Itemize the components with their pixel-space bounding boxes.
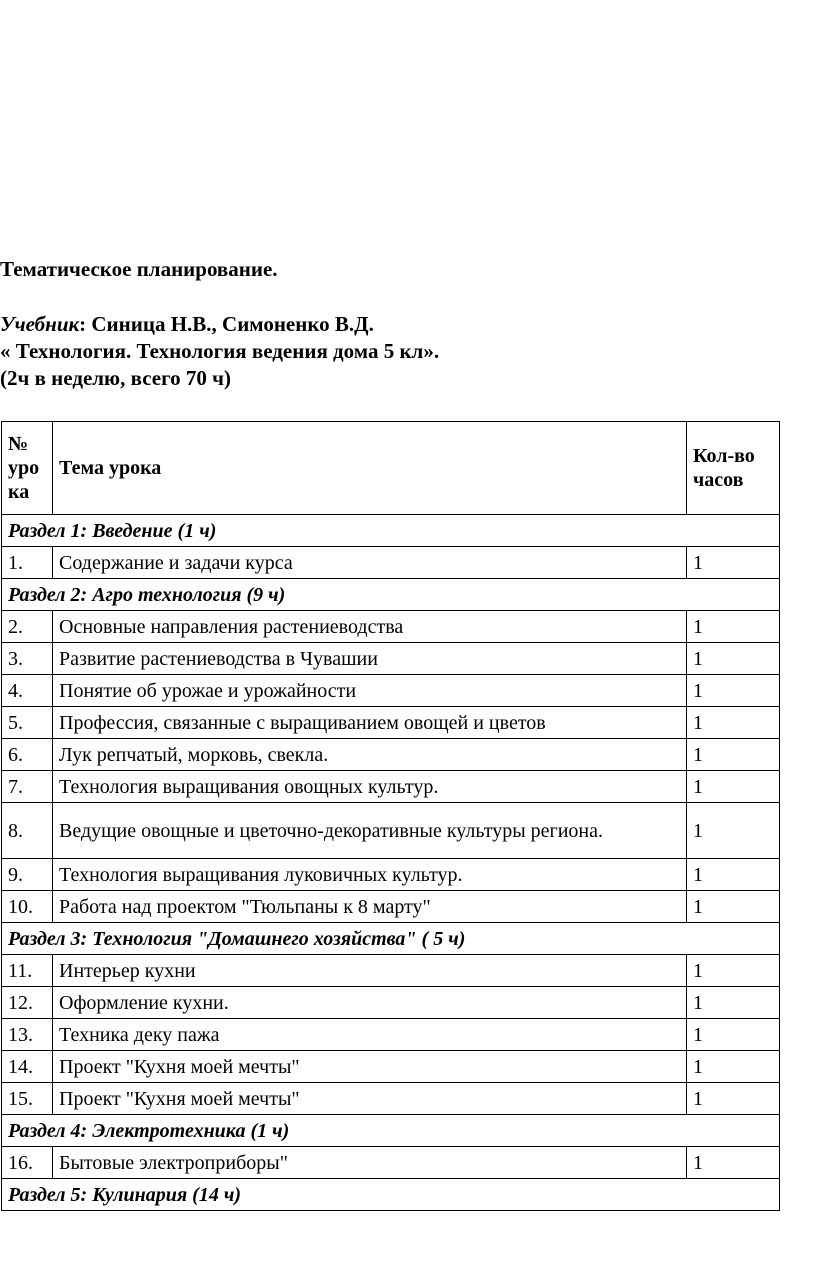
- lesson-hours: 1: [687, 739, 780, 771]
- lesson-topic: Бытовые электроприборы": [53, 1147, 687, 1179]
- lesson-topic: Технология выращивания овощных культур.: [53, 771, 687, 803]
- header-hours-count: Кол-во часов: [687, 422, 780, 515]
- table-row: [2, 1147, 780, 1179]
- textbook-info: [0, 311, 439, 392]
- lesson-topic: Понятие об урожае и урожайности: [53, 675, 687, 707]
- lesson-number: 6.: [2, 739, 53, 771]
- table-body: [2, 515, 780, 1211]
- textbook-title: « Технология. Технология ведения дома 5 кл».: [0, 339, 440, 363]
- lesson-topic: Ведущие овощные и цветочно-декоративные культуры региона.: [53, 803, 687, 859]
- header-lesson-topic: Тема урока: [53, 422, 687, 515]
- lesson-number: 13.: [2, 1019, 53, 1051]
- textbook-authors-line: [0, 311, 439, 338]
- lesson-topic: Профессия, связанные с выращиванием овощей и цветов: [53, 707, 687, 739]
- lesson-hours: 1: [687, 707, 780, 739]
- section-title: Раздел 5: Кулинария (14 ч): [2, 1179, 780, 1211]
- table-row: [2, 611, 780, 643]
- lesson-number: 2.: [2, 611, 53, 643]
- section-title: Раздел 1: Введение (1 ч): [2, 515, 780, 547]
- section-row: [2, 1179, 780, 1211]
- section-row: [2, 923, 780, 955]
- section-row: [2, 515, 780, 547]
- table-row: [2, 547, 780, 579]
- lesson-number: 3.: [2, 643, 53, 675]
- lesson-topic: Развитие растениеводства в Чувашии: [53, 643, 687, 675]
- lesson-number: 1.: [2, 547, 53, 579]
- lesson-topic: Проект "Кухня моей мечты": [53, 1083, 687, 1115]
- lesson-number: 9.: [2, 859, 53, 891]
- lesson-topic: Содержание и задачи курса: [53, 547, 687, 579]
- lesson-hours: 1: [687, 859, 780, 891]
- lesson-hours: 1: [687, 891, 780, 923]
- section-title: Раздел 4: Электротехника (1 ч): [2, 1115, 780, 1147]
- lesson-hours: 1: [687, 643, 780, 675]
- table-row: [2, 771, 780, 803]
- thematic-plan-table: [1, 421, 780, 1211]
- lesson-topic: Техника деку пажа: [53, 1019, 687, 1051]
- textbook-label: Учебник: [0, 312, 80, 336]
- lesson-hours: 1: [687, 1019, 780, 1051]
- table-row: [2, 707, 780, 739]
- lesson-hours: 1: [687, 611, 780, 643]
- table-row: [2, 803, 780, 859]
- lesson-topic: Основные направления растениеводства: [53, 611, 687, 643]
- lesson-topic: Интерьер кухни: [53, 955, 687, 987]
- lesson-hours: 1: [687, 1147, 780, 1179]
- lesson-hours: 1: [687, 675, 780, 707]
- textbook-hours-note: (2ч в неделю, всего 70 ч): [0, 366, 231, 390]
- section-title: Раздел 3: Технология "Домашнего хозяйства" ( 5 ч): [2, 923, 780, 955]
- lesson-topic: Лук репчатый, морковь, свекла.: [53, 739, 687, 771]
- textbook-authors: : Синица Н.В., Симоненко В.Д.: [79, 312, 374, 336]
- lesson-hours: 1: [687, 547, 780, 579]
- header-lesson-number: № уро ка: [2, 422, 53, 515]
- table-row: [2, 955, 780, 987]
- lesson-number: 5.: [2, 707, 53, 739]
- lesson-number: 11.: [2, 955, 53, 987]
- table-row: [2, 643, 780, 675]
- table-row: [2, 891, 780, 923]
- lesson-hours: 1: [687, 1051, 780, 1083]
- table-row: [2, 859, 780, 891]
- lesson-number: 15.: [2, 1083, 53, 1115]
- section-row: [2, 1115, 780, 1147]
- document-title: Тематическое планирование.: [0, 257, 278, 281]
- lesson-number: 8.: [2, 803, 53, 859]
- table-row: [2, 1083, 780, 1115]
- lesson-number: 12.: [2, 987, 53, 1019]
- lesson-hours: 1: [687, 1083, 780, 1115]
- lesson-number: 10.: [2, 891, 53, 923]
- lesson-number: 7.: [2, 771, 53, 803]
- lesson-number: 14.: [2, 1051, 53, 1083]
- table-row: [2, 1019, 780, 1051]
- lesson-hours: 1: [687, 955, 780, 987]
- table-header-row: [2, 422, 780, 515]
- table-row: [2, 987, 780, 1019]
- lesson-topic: Работа над проектом "Тюльпаны к 8 марту": [53, 891, 687, 923]
- lesson-topic: Технология выращивания луковичных культур.: [53, 859, 687, 891]
- section-title: Раздел 2: Агро технология (9 ч): [2, 579, 780, 611]
- table-row: [2, 1051, 780, 1083]
- table-row: [2, 739, 780, 771]
- lesson-number: 4.: [2, 675, 53, 707]
- section-row: [2, 579, 780, 611]
- lesson-topic: Проект "Кухня моей мечты": [53, 1051, 687, 1083]
- lesson-hours: 1: [687, 803, 780, 859]
- table-row: [2, 675, 780, 707]
- lesson-number: 16.: [2, 1147, 53, 1179]
- lesson-hours: 1: [687, 771, 780, 803]
- lesson-hours: 1: [687, 987, 780, 1019]
- lesson-topic: Оформление кухни.: [53, 987, 687, 1019]
